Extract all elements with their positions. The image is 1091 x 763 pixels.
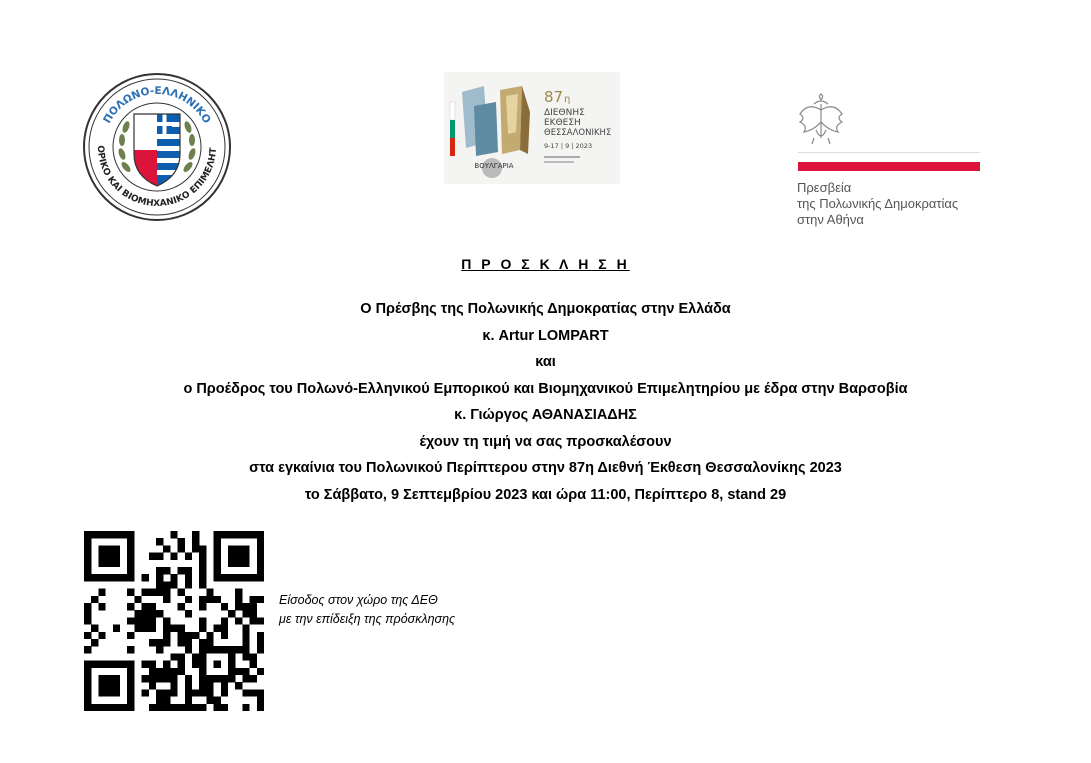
chamber-logo-text-top: ΠΟΛΩΝΟ-ΕΛΛΗΝΙΚΟ [101,84,213,126]
expo-logo-number: 87 [544,88,564,106]
embassy-line2: της Πολωνικής Δημοκρατίας [797,196,959,211]
chamber-logo-text-bottom: ΟΡΙΚΟ ΚΑΙ ΒΙΟΜΗΧΑΝΙΚΟ ΕΠΙΜΕΛΗΤ [94,145,220,209]
expo-logo-tag: ΒΟΥΛΓΑΡΙΑ [474,162,514,170]
expo-logo-line2: ΕΚΘΕΣΗ [544,118,581,128]
invitation-body [0,300,1091,512]
invitation-line: ο Προέδρος του Πολωνό-Ελληνικού Εμπορικού και Βιομηχανικού Επιμελητηρίου με έδρα στην Βαρσοβία [183,380,908,397]
expo-logo-dates: 9-17 | 9 | 2023 [544,142,593,150]
invitation-line: κ. Γιώργος ΑΘΑΝΑΣΙΑΔΗΣ [454,407,637,423]
expo-logo [444,72,620,184]
entry-note-line2: με την επίδειξη της πρόσκλησης [279,612,456,626]
invitation-line: στα εγκαίνια του Πολωνικού Περίπτερου στην 87η Διεθνή Έκθεση Θεσσαλονίκης 2023 [249,460,842,476]
expo-logo-suffix: η [564,94,571,105]
invitation-line: έχουν τη τιμή να σας προσκαλέσουν [419,433,672,450]
invitation-line: το Σάββατο, 9 Σεπτεμβρίου 2023 και ώρα 11:00, Περίπτερο 8, stand 29 [304,486,787,503]
embassy-line3: στην Αθήνα [797,212,864,227]
polish-hellenic-chamber-seal-icon [82,72,232,222]
invitation-line: και [535,354,556,370]
expo-logo-line3: ΘΕΣΣΑΛΟΝΙΚΗΣ [544,128,612,138]
thessaloniki-fair-logo-icon [444,72,620,184]
expo-logo-line1: ΔΙΕΘΝΗΣ [544,108,585,118]
entry-note-line1: Είσοδος στον χώρο της ΔΕΘ [279,593,438,607]
invitation-line: κ. Artur LOMPART [482,327,609,344]
entry-note [279,591,455,629]
qr-code-icon [84,531,264,711]
polish-eagle-icon [790,92,990,176]
embassy-logo [790,92,990,242]
invitation-line: Ο Πρέσβης της Πολωνικής Δημοκρατίας στην Ελλάδα [360,301,731,317]
embassy-line1: Πρεσβεία [797,180,852,195]
chamber-logo [82,72,232,222]
embassy-text [797,180,958,228]
invitation-title: Π Ρ Ο Σ Κ Λ Η Σ Η [461,256,630,272]
